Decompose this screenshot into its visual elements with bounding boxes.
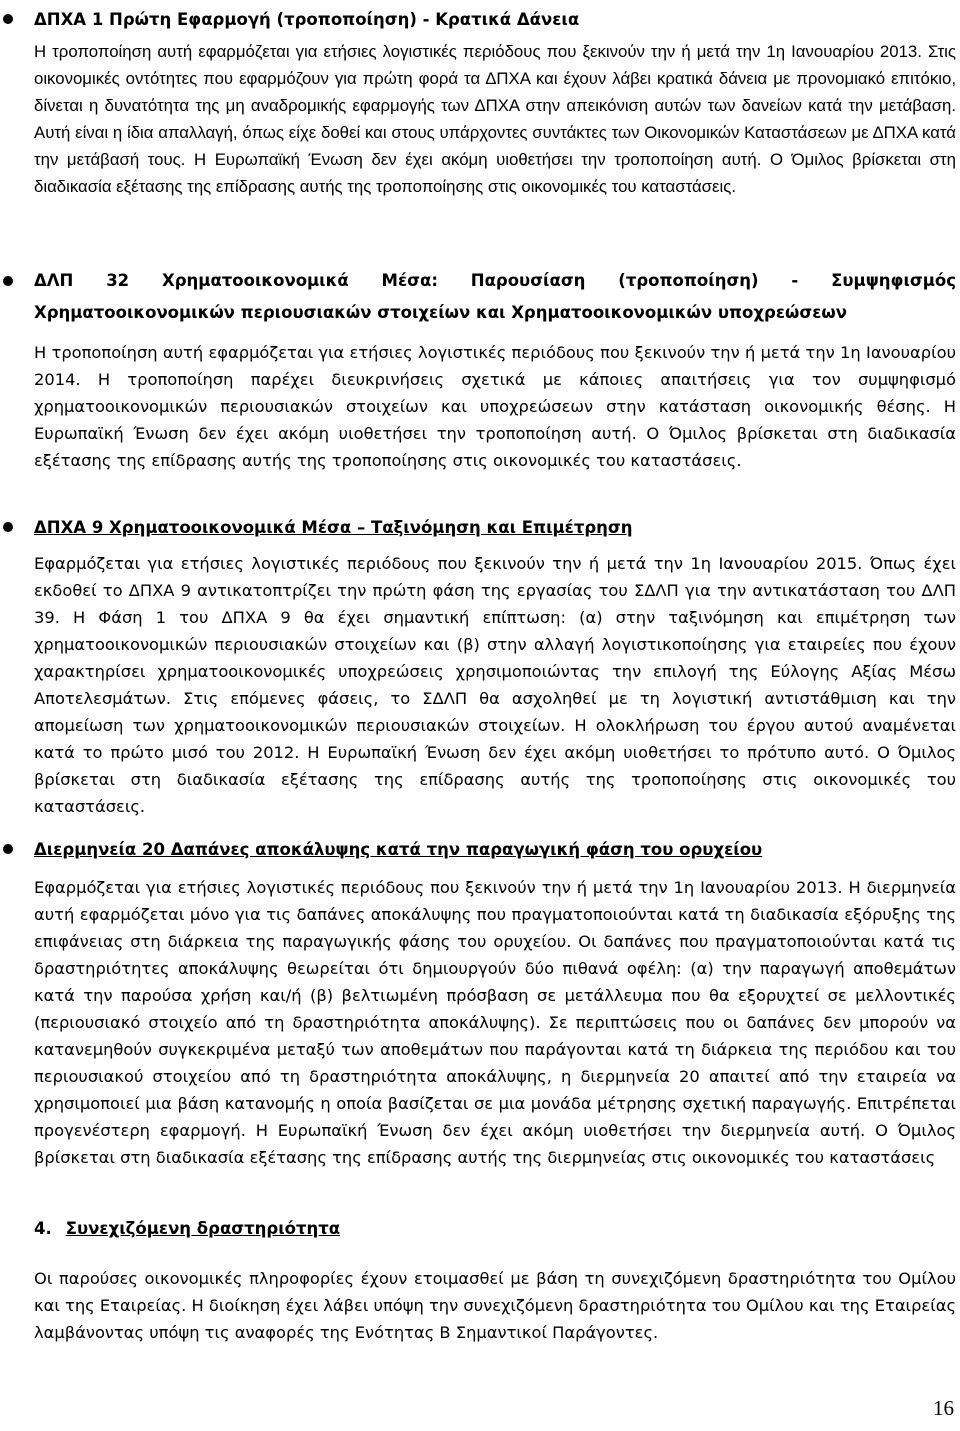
section-title: Συνεχιζόμενη δραστηριότητα [65, 1219, 341, 1238]
section-paragraph: Εφαρμόζεται για ετήσιες λογιστικές περιόδους που ξεκινούν την ή μετά την 1η Ιανουαρίου 2015. Όπως έχει εκδοθεί το ΔΠΧΑ 9 αντικατοπτρίζει την πρώτη φάση της εργασίας του ΣΔΛΠ για την αντικατάσταση του ΔΛΠ 39. Η Φάση 1 του ΔΠΧΑ 9 θα έχει σημαντική επίπτωση: (α) στην ταξινόμηση και επιμέτρηση των χρηματοοικονομικών περιουσιακών στοιχείων και (β) στην αλλαγή λογιστικοποίησης για εταιρείες που έχουν χαρακτηρίσει χρηματοοικονομικές υποχρεώσεις χρησιμοποιώντας την επιλογή της Εύλογης Αξίας Μέσω Αποτελεσμάτων. Στις επόμενες φάσεις, το ΣΔΛΠ θα ασχοληθεί με τη λογιστική αντιστάθμιση και την απομείωση των χρηματοοικονομικών περιουσιακών στοιχείων. Η ολοκλήρωση του έργου αυτού αναμένεται κατά το πρώτο μισό του 2012. Η Ευρωπαϊκή Ένωση δεν έχει ακόμη υιοθετήσει το πρότυπο αυτό. Ο Όμιλος βρίσκεται στη διαδικασία εξέτασης της επίδρασης αυτής της τροποποίησης στις οικονομικές του καταστάσεις. [34, 554, 956, 816]
section-heading: ΔΛΠ 32 Χρηματοοικονομικά Μέσα: Παρουσίαση (τροποποίηση) - Συμψηφισμός Χρηματοοικονομικών περιουσιακών στοιχείων και Χρηματοοικονομικών υποχρεώσεων [34, 271, 956, 322]
bullet-icon [3, 276, 13, 286]
section-heading: Διερμηνεία 20 Δαπάνες αποκάλυψης κατά την παραγωγική φάση του ορυχείου [34, 840, 763, 859]
section-paragraph: Η τροποποίηση αυτή εφαρμόζεται για ετήσιες λογιστικές περιόδους που ξεκινούν την ή μετά την 1η Ιανουαρίου 2013. Στις οικονομικές οντότητες που εφαρμόζουν για πρώτη φορά τα ΔΠΧΑ και έχουν λάβει κρατικά δάνεια με προνομιακό επιτόκιο, δίνεται η δυνατότητα της μη αναδρομικής εφαρμογής των ΔΠΧΑ στην απεικόνιση αυτών των δανείων κατά την μετάβαση. Αυτή είναι η ίδια απαλλαγή, όπως είχε δοθεί και στους υπάρχοντες συντάκτες των Οικονομικών Καταστάσεων με ΔΠΧΑ κατά την μετάβασή τους. Η Ευρωπαϊκή Ένωση δεν έχει ακόμη υιοθετήσει την τροποποίηση αυτή. Ο Όμιλος βρίσκεται στη διαδικασία εξέτασης της επίδρασης αυτής της τροποποίησης στις οικονομικές του καταστάσεις. [34, 42, 956, 196]
page-number: 16 [933, 1396, 954, 1420]
numbered-heading [34, 1217, 340, 1241]
section-heading: ΔΠΧΑ 9 Χρηματοοικονομικά Μέσα – Ταξινόμηση και Επιμέτρηση [34, 518, 633, 537]
section-heading: ΔΠΧΑ 1 Πρώτη Εφαρμογή (τροποποίηση) - Κρατικά Δάνεια [34, 10, 580, 29]
section-paragraph: Εφαρμόζεται για ετήσιες λογιστικές περιόδους που ξεκινούν την ή μετά την 1η Ιανουαρίου 2013. Η διερμηνεία αυτή εφαρμόζεται μόνο για τις δαπάνες αποκάλυψης που πραγματοποιούνται κατά τη διαδικασία εξόρυξης της επιφάνειας στη διάρκεια της παραγωγικής φάσης του ορυχείου. Οι δαπάνες που πραγματοποιούνται κατά τις δραστηριότητες αποκάλυψης θεωρείται ότι δημιουργούν δύο πιθανά οφέλη: (α) την παραγωγή αποθεμάτων κατά την παρούσα χρήση και/ή (β) βελτιωμένη πρόσβαση σε μετάλλευμα που θα εξορυχτεί σε μελλοντικές (περιουσιακό στοιχείο από τη δραστηριότητα αποκάλυψης). Σε περιπτώσεις που οι δαπάνες δεν μπορούν να κατανεμηθούν συγκεκριμένα μεταξύ των αποθεμάτων που παράγονται κατά τη διάρκεια της περιόδου και του περιουσιακού στοιχείου από τη δραστηριότητα αποκάλυψης, η διερμηνεία 20 απαιτεί από την εταιρεία να χρησιμοποιεί μια βάση κατανομής η οποία βασίζεται σε μια μονάδα μέτρησης σχετική παραγωγής. Επιτρέπεται προγενέστερη εφαρμογή. Η Ευρωπαϊκή Ένωση δεν έχει ακόμη υιοθετήσει την διερμηνεία αυτή. Ο Όμιλος βρίσκεται στη διαδικασία εξέτασης της επίδρασης αυτής της διερμηνείας στις οικονομικές του καταστάσεις [34, 878, 956, 1167]
bullet-icon [3, 522, 13, 532]
section-number: 4. [34, 1219, 52, 1238]
section-paragraph: Η τροποποίηση αυτή εφαρμόζεται για ετήσιες λογιστικές περιόδους που ξεκινούν την ή μετά την 1η Ιανουαρίου 2014. Η τροποποίηση παρέχει διευκρινήσεις σχετικά με κάποιες απαιτήσεις για τον συμψηφισμό χρηματοοικονομικών περιουσιακών στοιχείων και υποχρεώσεων στην κατάσταση οικονομικής θέσης. Η Ευρωπαϊκή Ένωση δεν έχει ακόμη υιοθετήσει την τροποποίηση αυτή. Ο Όμιλος βρίσκεται στη διαδικασία εξέτασης της επίδρασης αυτής της τροποποίησης στις οικονομικές του καταστάσεις. [34, 343, 956, 470]
section-paragraph: Οι παρούσες οικονομικές πληροφορίες έχουν ετοιμασθεί με βάση τη συνεχιζόμενη δραστηριότητα του Ομίλου και της Εταιρείας. Η διοίκηση έχει λάβει υπόψη την συνεχιζόμενη δραστηριότητα του Ομίλου και της Εταιρείας λαμβάνοντας υπόψη τις αναφορές της Ενότητας Β Σημαντικοί Παράγοντες. [34, 1269, 956, 1342]
bullet-icon [3, 14, 13, 24]
bullet-icon [3, 844, 13, 854]
